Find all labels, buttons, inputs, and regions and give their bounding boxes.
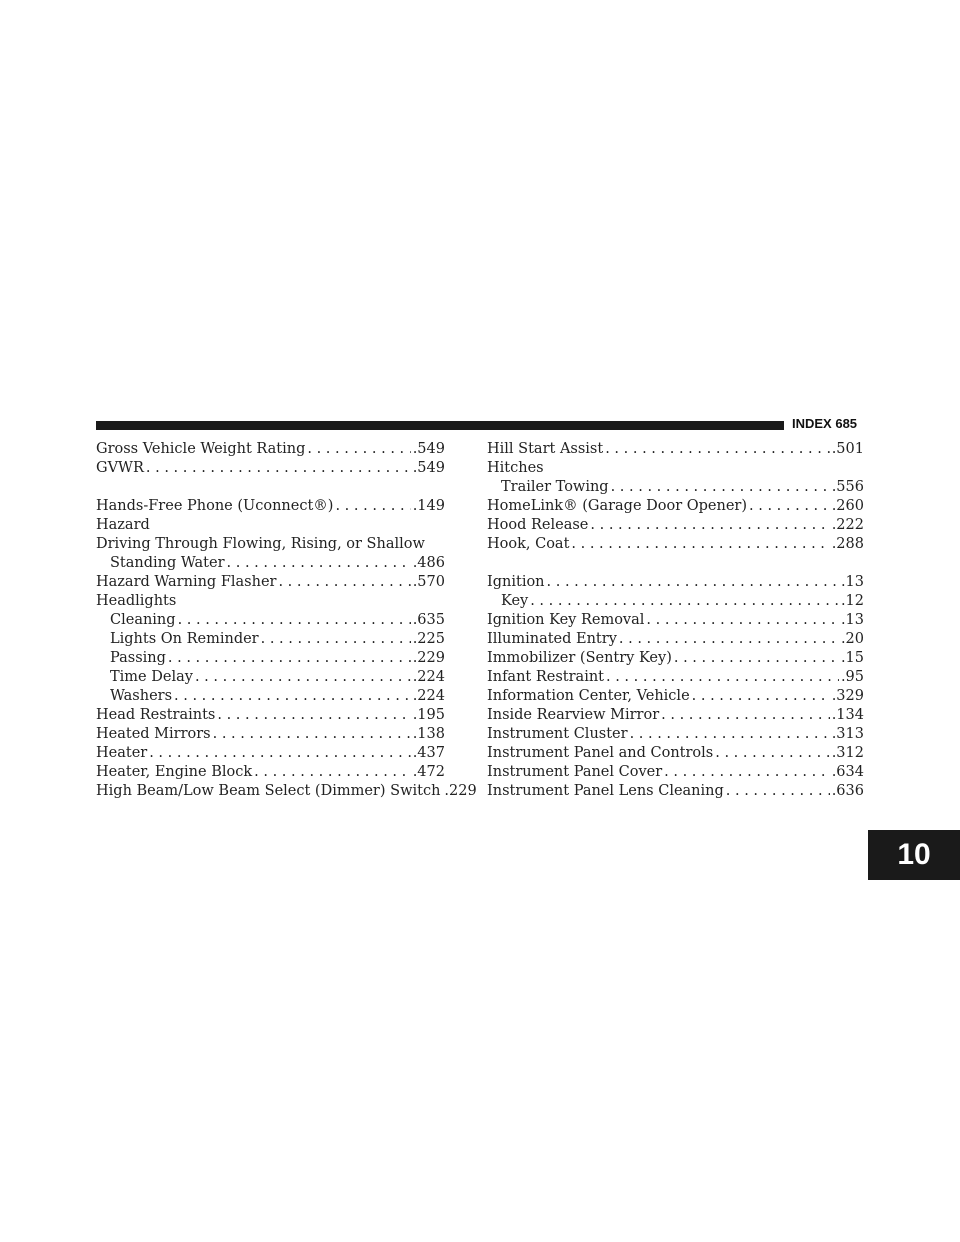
- page-number: .634: [831, 764, 864, 780]
- dot-leader: [178, 611, 411, 630]
- index-term: Inside Rearview Mirror: [487, 707, 660, 723]
- index-term: GVWR: [96, 460, 144, 476]
- index-entry[interactable]: [96, 668, 445, 687]
- section-gap: [96, 478, 445, 497]
- index-entry[interactable]: [96, 706, 445, 725]
- index-term: Hill Start Assist: [487, 441, 604, 457]
- page-number: .260: [831, 498, 864, 514]
- index-term: Ignition: [487, 574, 545, 590]
- page-number: .138: [412, 726, 445, 742]
- page-number: .195: [412, 707, 445, 723]
- index-entry[interactable]: [96, 744, 445, 763]
- index-term: Instrument Panel and Controls: [487, 745, 714, 761]
- index-entry[interactable]: [96, 459, 445, 478]
- index-term: High Beam/Low Beam Select (Dimmer) Switch: [96, 783, 441, 799]
- index-term: Passing: [110, 650, 166, 666]
- index-entry[interactable]: [96, 573, 445, 592]
- dot-leader: [692, 687, 830, 706]
- dot-leader: [254, 763, 411, 782]
- section-gap: [487, 554, 864, 573]
- index-entry[interactable]: [487, 535, 864, 554]
- index-entry[interactable]: [96, 763, 445, 782]
- index-entry[interactable]: [487, 478, 864, 497]
- index-entry[interactable]: [487, 573, 864, 592]
- index-term: Cleaning: [110, 612, 176, 628]
- index-entry[interactable]: [487, 744, 864, 763]
- index-term: Heated Mirrors: [96, 726, 211, 742]
- index-term: Instrument Cluster: [487, 726, 628, 742]
- index-term: HomeLink® (Garage Door Opener): [487, 498, 748, 514]
- index-term: Trailer Towing: [501, 479, 609, 495]
- dot-leader: [213, 725, 411, 744]
- page-number: .556: [831, 479, 864, 495]
- index-term: Washers: [110, 688, 173, 704]
- index-term: Gross Vehicle Weight Rating: [96, 441, 306, 457]
- page-number: .312: [831, 745, 864, 761]
- dot-leader: [335, 497, 410, 516]
- index-entry[interactable]: [487, 687, 864, 706]
- index-entry[interactable]: [96, 630, 445, 649]
- page-number: .472: [412, 764, 445, 780]
- index-term: Illuminated Entry: [487, 631, 617, 647]
- index-entry[interactable]: [487, 706, 864, 725]
- page-number: .229: [412, 650, 445, 666]
- index-term: Immobilizer (Sentry Key): [487, 650, 672, 666]
- index-entry[interactable]: [487, 592, 864, 611]
- index-entry[interactable]: [96, 554, 445, 573]
- index-entry[interactable]: [487, 668, 864, 687]
- dot-leader: [217, 706, 410, 725]
- page-number: .13: [840, 574, 864, 590]
- page-number: .224: [412, 688, 445, 704]
- dot-leader: [605, 440, 830, 459]
- page-header: INDEX 685: [792, 416, 858, 431]
- page-number: .486: [412, 555, 445, 571]
- index-entry[interactable]: [487, 497, 864, 516]
- dot-leader: [195, 668, 411, 687]
- page-number: .224: [412, 669, 445, 685]
- index-heading: Driving Through Flowing, Rising, or Shallow: [96, 536, 425, 552]
- page-number: .570: [412, 574, 445, 590]
- page-number: .329: [831, 688, 864, 704]
- index-term: Heater, Engine Block: [96, 764, 253, 780]
- dot-leader: [146, 459, 411, 478]
- dot-leader: [168, 649, 411, 668]
- page-number: .437: [412, 745, 445, 761]
- index-term: Heater: [96, 745, 148, 761]
- index-entry[interactable]: [487, 725, 864, 744]
- dot-leader: [547, 573, 839, 592]
- dot-leader: [715, 744, 829, 763]
- index-term: Hook, Coat: [487, 536, 570, 552]
- index-term: Lights On Reminder: [110, 631, 259, 647]
- index-term: Head Restraints: [96, 707, 216, 723]
- page-number: .635: [412, 612, 445, 628]
- index-entry[interactable]: [96, 782, 477, 801]
- dot-leader: [619, 630, 839, 649]
- dot-leader: [606, 668, 839, 687]
- dot-leader: [646, 611, 839, 630]
- page-number: .549: [412, 460, 445, 476]
- dot-leader: [664, 763, 830, 782]
- dot-leader: [674, 649, 839, 668]
- page-number: .149: [412, 498, 445, 514]
- page-number: .229: [444, 783, 477, 799]
- page-number: .222: [831, 517, 864, 533]
- index-term: Hands-Free Phone (Uconnect®): [96, 498, 334, 514]
- dot-leader: [278, 573, 410, 592]
- dot-leader: [661, 706, 830, 725]
- index-entry[interactable]: [96, 440, 445, 459]
- dot-leader: [630, 725, 830, 744]
- chapter-tab: 10: [868, 830, 960, 880]
- page-number: .313: [831, 726, 864, 742]
- index-entry[interactable]: [96, 497, 445, 516]
- index-heading: Headlights: [96, 593, 177, 609]
- dot-leader: [571, 535, 829, 554]
- index-term: Infant Restraint: [487, 669, 604, 685]
- dot-leader: [726, 782, 830, 801]
- header-rule: [96, 421, 784, 430]
- index-term: Hood Release: [487, 517, 589, 533]
- page-number: .15: [840, 650, 864, 666]
- page-number: .134: [831, 707, 864, 723]
- index-term: Hazard Warning Flasher: [96, 574, 277, 590]
- index-column-right: [487, 440, 864, 801]
- index-term: Ignition Key Removal: [487, 612, 645, 628]
- page-number: .20: [840, 631, 864, 647]
- page-number: .549: [412, 441, 445, 457]
- dot-leader: [749, 497, 830, 516]
- index-entry[interactable]: [487, 763, 864, 782]
- page-number: .288: [831, 536, 864, 552]
- index-term: Instrument Panel Cover: [487, 764, 663, 780]
- index-entry[interactable]: [487, 440, 864, 459]
- dot-leader: [530, 592, 839, 611]
- index-heading: Hitches: [487, 460, 544, 476]
- page-number: .636: [831, 783, 864, 799]
- page-number: .13: [840, 612, 864, 628]
- dot-leader: [611, 478, 830, 497]
- dot-leader: [307, 440, 410, 459]
- page-number: .501: [831, 441, 864, 457]
- index-entry[interactable]: [96, 725, 445, 744]
- page-number: .95: [840, 669, 864, 685]
- dot-leader: [149, 744, 410, 763]
- index-term: Key: [501, 593, 529, 609]
- index-entry[interactable]: [96, 687, 445, 706]
- page-number: .12: [840, 593, 864, 609]
- dot-leader: [227, 554, 411, 573]
- dot-leader: [174, 687, 411, 706]
- index-heading: Hazard: [96, 517, 150, 533]
- index-entry[interactable]: [96, 611, 445, 630]
- index-entry[interactable]: [487, 782, 864, 801]
- index-entry[interactable]: [487, 516, 864, 535]
- index-term: Standing Water: [110, 555, 225, 571]
- index-column-left: [96, 440, 477, 801]
- index-entry[interactable]: [96, 649, 445, 668]
- index-term: Time Delay: [110, 669, 193, 685]
- dot-leader: [590, 516, 829, 535]
- index-entry[interactable]: [487, 649, 864, 668]
- index-entry[interactable]: [487, 611, 864, 630]
- dot-leader: [261, 630, 411, 649]
- index-entry[interactable]: [487, 630, 864, 649]
- page-number: .225: [412, 631, 445, 647]
- index-term: Information Center, Vehicle: [487, 688, 690, 704]
- index-term: Instrument Panel Lens Cleaning: [487, 783, 724, 799]
